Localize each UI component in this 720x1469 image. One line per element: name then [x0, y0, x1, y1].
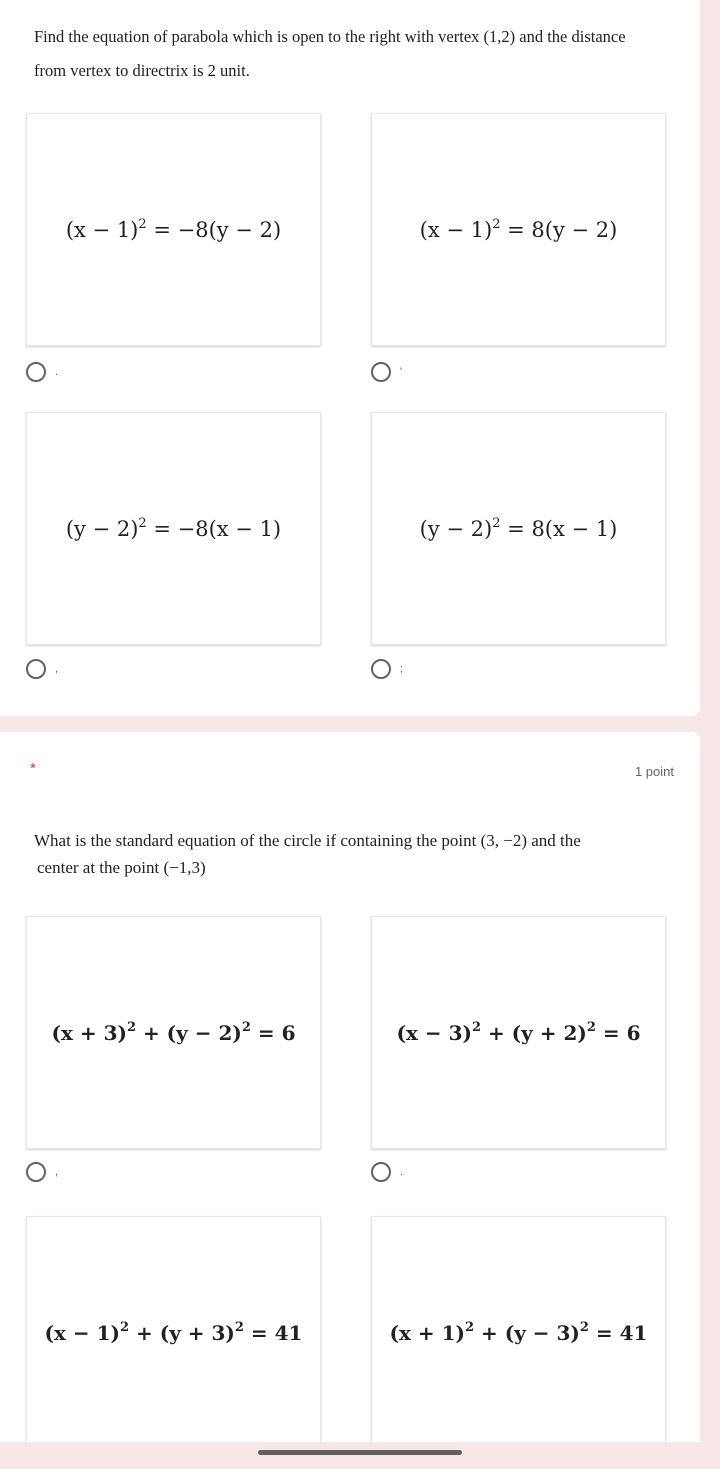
radio-button-b[interactable]: [371, 362, 391, 382]
option-radio-row-d[interactable]: [371, 659, 403, 679]
option-radio-row-a[interactable]: [26, 1162, 58, 1182]
required-marker: *: [30, 760, 36, 777]
option-equation-c: $(x - 1)^2 + (y + 3)^2 = 41$: [44, 1319, 303, 1345]
radio-button-a[interactable]: [26, 362, 46, 382]
option-radio-row-a[interactable]: [26, 362, 58, 382]
radio-label-a: .: [55, 366, 59, 378]
option-equation-d: $(y - 2)^2 = 8(x - 1)$: [419, 515, 618, 541]
option-image-d[interactable]: [371, 1216, 666, 1449]
option-image-a[interactable]: [26, 916, 321, 1149]
question-text-line1: What is the standard equation of the circle if containing the point (3, −2) and the: [34, 831, 581, 850]
option-image-a[interactable]: [26, 113, 321, 346]
option-equation-d: $(x + 1)^2 + (y - 3)^2 = 41$: [389, 1319, 648, 1345]
option-image-b[interactable]: [371, 916, 666, 1149]
radio-button-b[interactable]: [371, 1162, 391, 1182]
question-text-line2: from vertex to directrix is 2 unit.: [34, 61, 250, 80]
radio-button-a[interactable]: [26, 1162, 46, 1182]
system-navigation-bar: [0, 1442, 720, 1469]
question-text: [34, 20, 684, 88]
option-radio-row-c[interactable]: [26, 659, 58, 679]
question-text-line2: center at the point (−1,3): [37, 858, 206, 877]
radio-label-d: ;: [400, 663, 404, 675]
option-radio-row-b[interactable]: [371, 1162, 403, 1182]
radio-label-b: ': [400, 366, 403, 378]
option-image-c[interactable]: [26, 1216, 321, 1449]
points-label: 1 point: [634, 764, 674, 779]
option-image-d[interactable]: [371, 412, 666, 645]
option-image-b[interactable]: [371, 113, 666, 346]
radio-button-c[interactable]: [26, 659, 46, 679]
option-equation-a: $(x - 1)^2 = -8(y - 2)$: [65, 216, 282, 242]
home-indicator[interactable]: [258, 1450, 462, 1455]
radio-label-c: ,: [55, 663, 59, 675]
radio-button-d[interactable]: [371, 659, 391, 679]
option-equation-a: $(x + 3)^2 + (y - 2)^2 = 6$: [51, 1019, 296, 1045]
option-equation-b: $(x - 3)^2 + (y + 2)^2 = 6$: [396, 1019, 641, 1045]
option-equation-b: $(x - 1)^2 = 8(y - 2)$: [419, 216, 618, 242]
option-radio-row-b[interactable]: [371, 362, 402, 382]
radio-label-a: ,: [55, 1166, 59, 1178]
option-image-c[interactable]: [26, 412, 321, 645]
question-text-line1: Find the equation of parabola which is open to the right with vertex (1,2) and the distance: [34, 27, 626, 46]
question-text: [34, 827, 684, 881]
question-card-circle: [0, 732, 700, 1469]
radio-label-b: .: [400, 1166, 404, 1178]
question-card-parabola: [0, 0, 700, 716]
option-equation-c: $(y - 2)^2 = -8(x - 1)$: [65, 515, 282, 541]
